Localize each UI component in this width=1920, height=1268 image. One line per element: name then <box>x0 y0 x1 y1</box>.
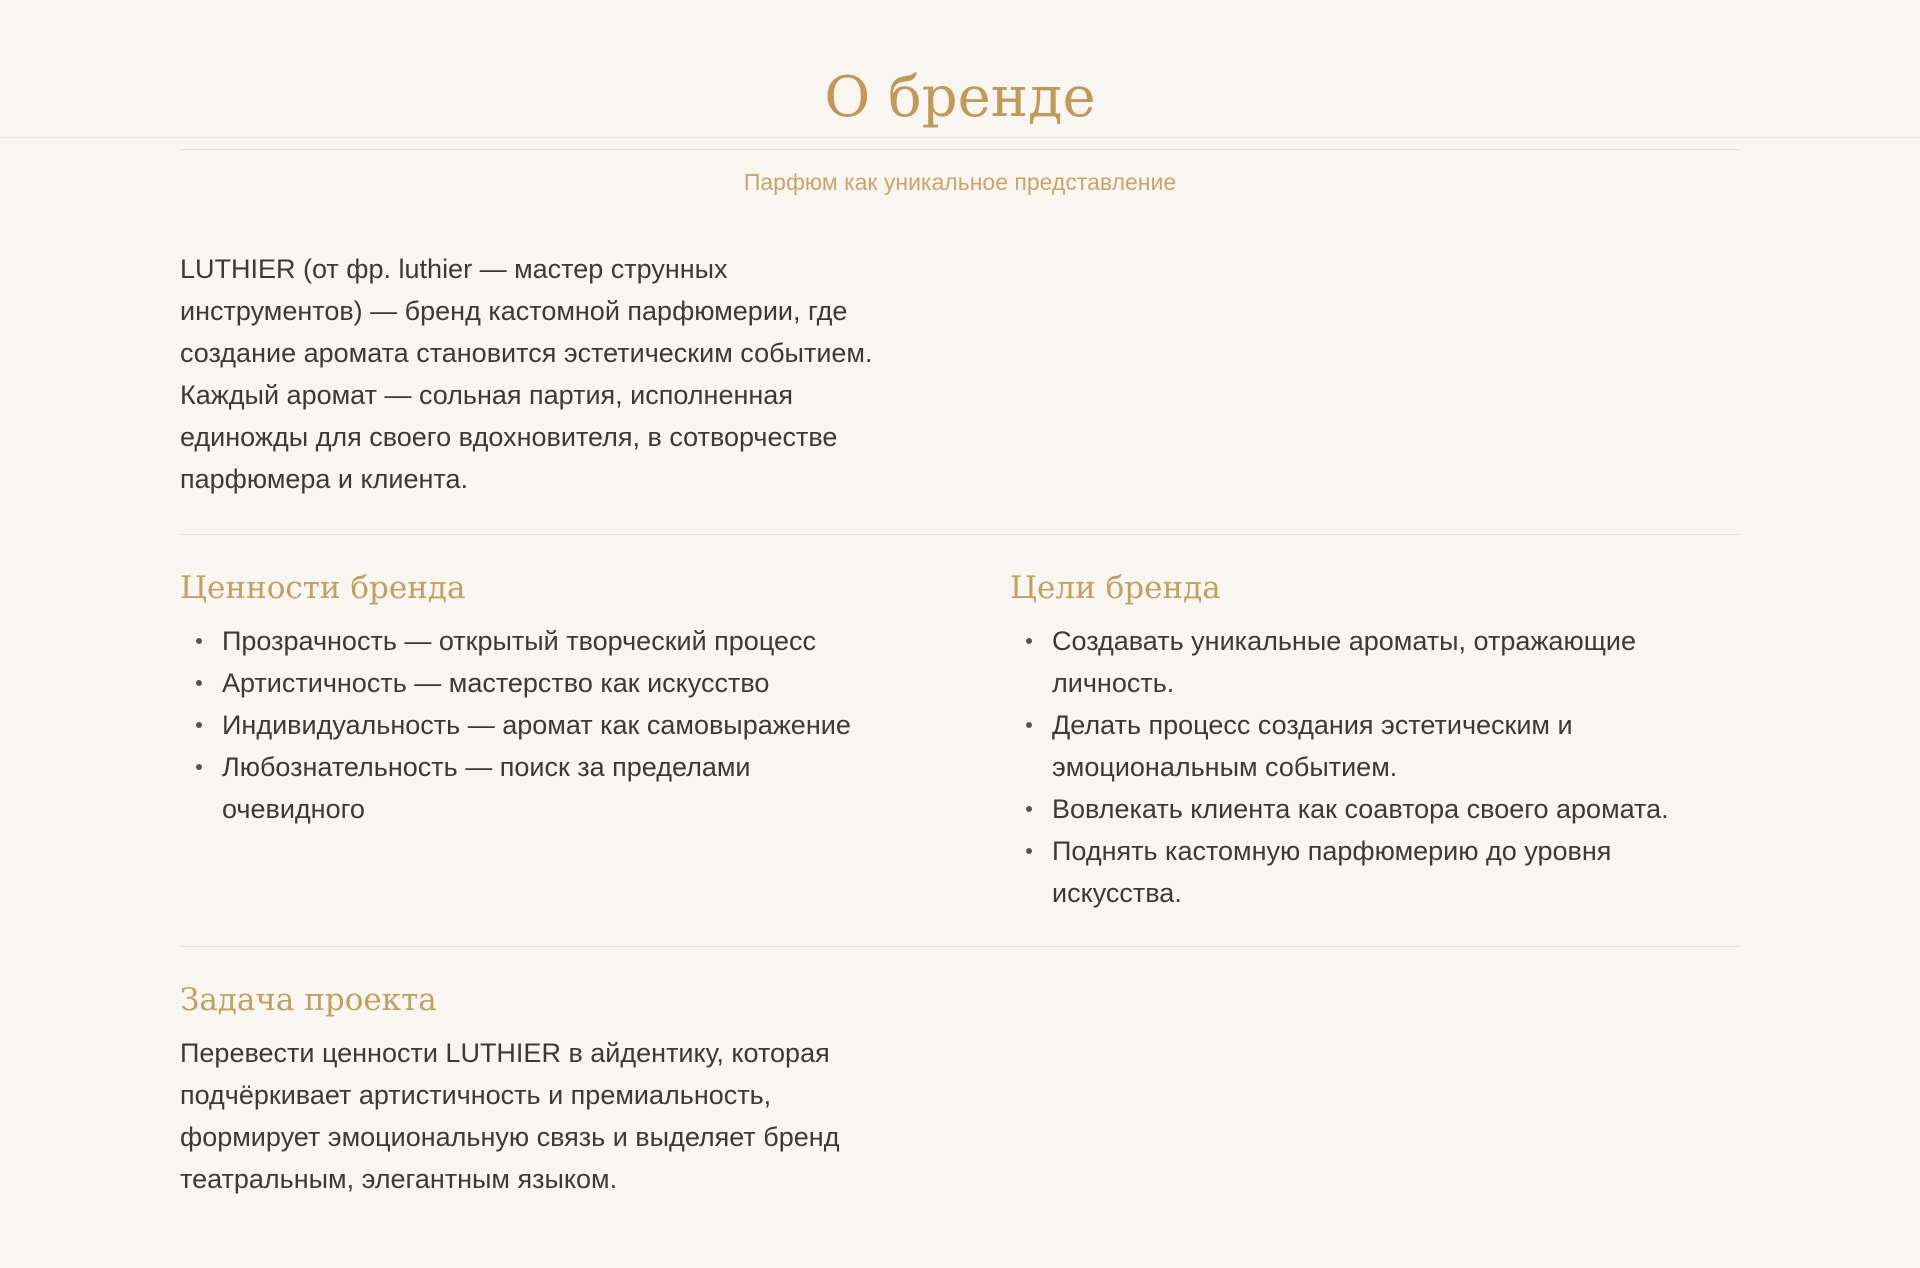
list-item-text: Любознательность — поиск за пределами очевидного <box>222 752 751 824</box>
list-item-text: Индивидуальность — аромат как самовыражение <box>222 710 851 740</box>
list-item-text: Делать процесс создания эстетическим и эмоциональным событием. <box>1052 710 1573 782</box>
bullet-icon <box>1026 806 1032 812</box>
bullet-icon <box>196 722 202 728</box>
bullet-icon <box>1026 638 1032 644</box>
header-divider <box>0 137 1920 138</box>
list-item <box>1010 704 1642 788</box>
bullet-icon <box>1026 848 1032 854</box>
page-subtitle: Парфюм как уникальное представление <box>743 169 1177 195</box>
list-item-text: Вовлекать клиента как соавтора своего аромата. <box>1052 794 1669 824</box>
values-list <box>180 620 900 830</box>
values-heading: Ценности бренда <box>180 570 466 606</box>
list-item <box>180 704 900 746</box>
intro-paragraph: LUTHIER (от фр. luthier — мастер струнных инструментов) — бренд кастомной парфюмерии, где создание аромата становится эстетическим событием. Каждый аромат — сольная партия, исполненная единожды для своего вдохновителя, в сотворчестве парфюмера и клиента. <box>180 254 873 494</box>
list-item <box>180 746 822 830</box>
task-paragraph: Перевести ценности LUTHIER в айдентику, которая подчёркивает артистичность и премиальность, формирует эмоциональную связь и выделяет бренд театральным, элегантным языком. <box>180 1038 840 1194</box>
header-inner-divider <box>180 149 1740 150</box>
list-item <box>1010 830 1702 914</box>
section-divider <box>180 946 1740 947</box>
goals-list <box>1010 620 1730 914</box>
list-item-text: Создавать уникальные ароматы, отражающие личность. <box>1052 626 1637 698</box>
list-item <box>180 620 900 662</box>
section-divider <box>180 534 1740 535</box>
task-heading: Задача проекта <box>180 982 437 1018</box>
bullet-icon <box>196 638 202 644</box>
list-item-text: Артистичность — мастерство как искусство <box>222 668 770 698</box>
goals-heading: Цели бренда <box>1010 570 1221 606</box>
bullet-icon <box>196 764 202 770</box>
list-item <box>1010 620 1652 704</box>
list-item-text: Поднять кастомную парфюмерию до уровня искусства. <box>1052 836 1612 908</box>
page-title: О бренде <box>824 65 1096 130</box>
bullet-icon <box>196 680 202 686</box>
list-item <box>180 662 900 704</box>
list-item-text: Прозрачность — открытый творческий процесс <box>222 626 816 656</box>
list-item <box>1010 788 1730 830</box>
bullet-icon <box>1026 722 1032 728</box>
